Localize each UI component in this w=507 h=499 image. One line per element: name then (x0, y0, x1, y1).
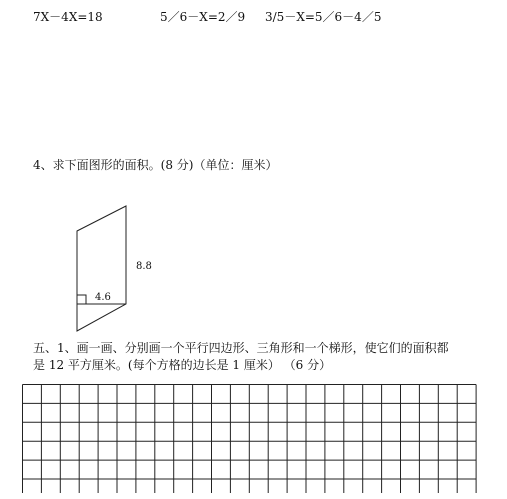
parallelogram-figure (70, 200, 170, 339)
right-angle-mark (77, 295, 86, 304)
equation-1: 7X－4X=18 (33, 10, 103, 24)
parallelogram-svg (70, 200, 170, 335)
equation-3: 3/5－X=5／6－4／5 (265, 10, 382, 24)
square-grid (22, 384, 478, 493)
question-4-prompt: 4、求下面图形的面积。(8 分)（单位：厘米） (33, 158, 278, 172)
equation-2: 5／6－X=2／9 (160, 10, 246, 24)
section-5-line-2: 是 12 平方厘米。(每个方格的边长是 1 厘米） （6 分） (33, 358, 332, 372)
parallelogram-shape (77, 206, 126, 331)
height-label: 8.8 (136, 261, 152, 272)
section-5-line-1: 五、1、画一画、分别画一个平行四边形、三角形和一个梯形，使它们的面积都 (33, 341, 449, 355)
base-label: 4.6 (95, 292, 111, 303)
